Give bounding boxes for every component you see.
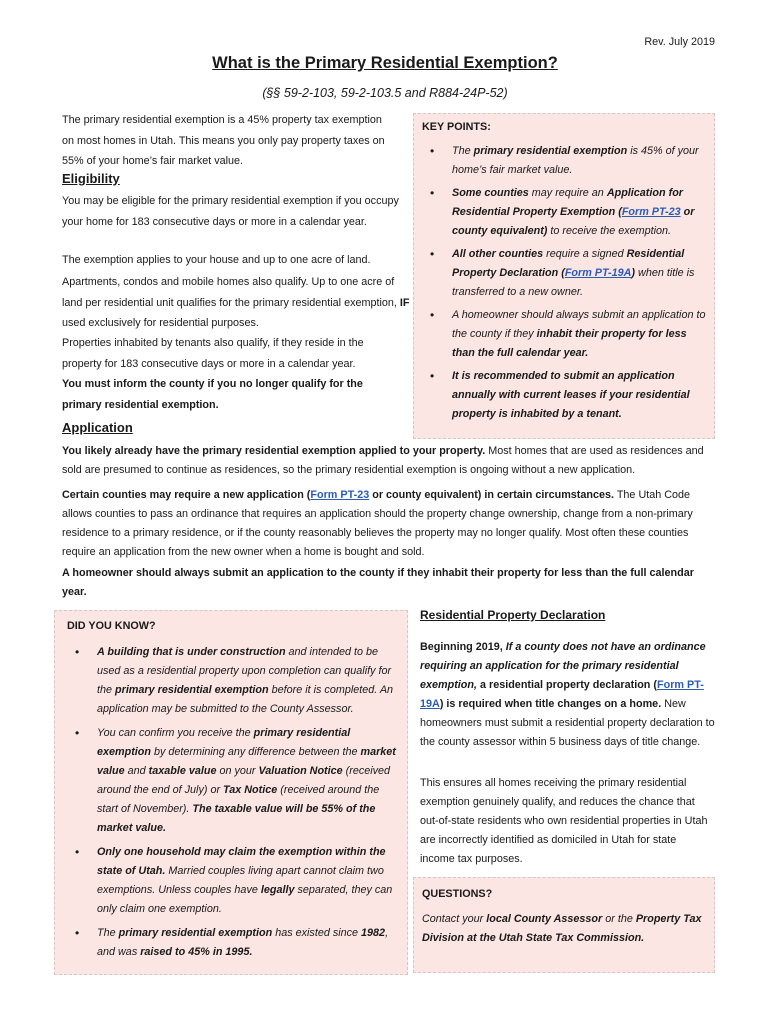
text: ) [631, 267, 636, 279]
text: on your [216, 765, 259, 777]
text: All other counties [452, 248, 544, 260]
text: local County Assessor [486, 913, 603, 925]
questions-heading: QUESTIONS? [422, 888, 493, 900]
did-you-know-heading: DID YOU KNOW? [67, 620, 156, 632]
text: Contact your [422, 913, 487, 925]
did-you-know-list [67, 643, 399, 962]
text: taxable value [148, 765, 217, 777]
text: inhabit their property for less than the full calendar year. [452, 328, 687, 359]
text: Valuation Notice [258, 765, 343, 777]
text: by determining any difference between the [151, 746, 361, 758]
text: used exclusively for residential purposes. [62, 317, 259, 329]
intro-line: on most homes in Utah. This means you only pay property taxes on [62, 134, 385, 147]
text: Beginning 2019, [420, 641, 506, 653]
text: primary residential exemption [115, 684, 269, 696]
list-item [422, 245, 706, 302]
questions-text [422, 910, 706, 948]
text: require a signed [543, 248, 627, 260]
text: is 45% of your home’s fair market value. [452, 145, 699, 176]
text: Most homes that are used as residences and sold are presumed to continue as residences, so the primary residential exemption is ongoing without a new application. [62, 445, 704, 476]
text: Tax Notice [223, 784, 278, 796]
intro-line: The primary residential exemption is a 45% property tax exemption [62, 114, 382, 126]
text: The Utah Code allows counties to pass an ordinance that requires an application should the property change ownership, change from a non-primary residence to a primary residence, or if the county reasonably believes the property may no longer qualify. Most often these counties require an application from the new owner when a home is bought and sold. [62, 489, 693, 558]
list-item [422, 142, 706, 180]
text: The [97, 927, 119, 939]
text: separated, they can only claim one exemption. [97, 884, 393, 915]
text: a residential property declaration ( [477, 679, 657, 691]
text: Property Tax Division at the Utah State Tax Commission. [422, 913, 702, 944]
text: ( [615, 206, 622, 218]
page-title: What is the Primary Residential Exemption? [212, 54, 558, 72]
text: It is recommended to submit an application annually with current leases if your residential property is inhabited by a tenant. [452, 370, 690, 420]
form-pt-23-link[interactable]: Form PT-23 [621, 206, 681, 218]
text: A homeowner should always submit an application to the county if they inhabit their property for less than the full calendar year. [62, 567, 694, 598]
text: (received around the start of November). [97, 784, 380, 815]
questions-box [413, 877, 715, 973]
text: primary residential exemption [118, 927, 273, 939]
list-item [67, 643, 399, 719]
list-item [422, 184, 706, 241]
eligibility-p4: Properties inhabited by tenants also qualify, if they reside in the property for 183 consecutive days or more in a calendar year. [62, 337, 364, 370]
text: legally [260, 884, 295, 896]
revision-date: Rev. July 2019 [644, 36, 715, 48]
form-pt-19a-link[interactable]: Form PT-19A [564, 267, 632, 279]
text: ) is required when title changes on a home. [439, 698, 662, 710]
key-points-box [413, 113, 715, 439]
text: before it is completed. An application may be submitted to the County Assessor. [97, 684, 394, 715]
text: Only one household may claim the exemption within the state of Utah. [97, 846, 386, 877]
eligibility-p5 [62, 374, 392, 415]
list-item [422, 306, 706, 363]
key-points-heading: KEY POINTS: [422, 121, 491, 133]
text: may require an [528, 187, 607, 199]
text: or county equivalent) [452, 206, 695, 237]
text: New homeowners must submit a residential property declaration to the county assessor within 5 business days of title change. [420, 698, 715, 748]
form-pt-23-link[interactable]: Form PT-23 [310, 489, 370, 501]
text: , and was [97, 927, 389, 958]
intro-line: 55% of your home’s fair market value. [62, 155, 244, 167]
list-item [67, 724, 399, 838]
text: or county equivalent) in certain circumstances. [369, 489, 615, 501]
text: Apartments, condos and mobile homes also qualify. Up to one acre of land per residential unit qualifies for the primary residential exemption, [62, 276, 400, 309]
text: and [124, 765, 149, 777]
list-item [422, 367, 706, 424]
text: and intended to be used as a residential property upon completion can qualify for the [97, 646, 392, 696]
text: has existed since [272, 927, 362, 939]
key-points-list [422, 142, 706, 424]
declaration-heading: Residential Property Declaration [420, 608, 606, 622]
text: (received around the end of July) or [97, 765, 391, 796]
text: Residential Property Declaration [452, 248, 685, 279]
text: or the [602, 913, 636, 925]
eligibility-p3 [62, 272, 412, 334]
eligibility-p1: You may be eligible for the primary residential exemption if you occupy your home for 183 consecutive days or more in a calendar year. [62, 195, 399, 228]
text: Certain counties may require a new application ( [62, 489, 311, 501]
text: A building that is under construction [97, 646, 286, 658]
text: If a county does not have an ordinance requiring an application for the primary residential exemption, [420, 641, 706, 691]
list-item [67, 843, 399, 919]
text: You can confirm you receive the [97, 727, 254, 739]
list-item [67, 924, 399, 962]
text: primary residential exemption [473, 145, 628, 157]
text: A homeowner should always submit an application to the county if they [452, 309, 706, 340]
text: The taxable value will be 55% of the market value. [97, 803, 376, 834]
application-heading: Application [62, 420, 133, 435]
did-you-know-box [54, 610, 408, 975]
eligibility-p2: The exemption applies to your house and up to one acre of land. [62, 254, 371, 266]
statute-reference: (§§ 59-2-103, 59-2-103.5 and R884-24P-52) [262, 86, 508, 100]
application-p3 [62, 564, 718, 602]
declaration-p1 [420, 638, 718, 752]
text: Application for Residential Property Exemption [452, 187, 683, 218]
intro-paragraph [62, 110, 414, 172]
text: Some counties [452, 187, 529, 199]
text: Married couples living apart cannot claim two exemptions. Unless couples have [97, 865, 384, 896]
text: to receive the exemption. [547, 225, 672, 237]
text: 1982 [361, 927, 386, 939]
form-pt-19a-link[interactable]: Form PT-19A [420, 679, 704, 710]
text: primary residential exemption [97, 727, 351, 758]
text: when title is transferred to a new owner. [452, 267, 695, 298]
application-p1 [62, 442, 718, 480]
eligibility-heading: Eligibility [62, 171, 120, 186]
text: The [452, 145, 474, 157]
text: raised to 45% in 1995. [140, 946, 253, 958]
text: IF [399, 296, 410, 309]
text: You must inform the county if you no longer qualify for the primary residential exemption. [62, 378, 363, 411]
text: ( [558, 267, 565, 279]
text: You likely already have the primary residential exemption applied to your property. [62, 445, 486, 457]
declaration-p2: This ensures all homes receiving the primary residential exemption genuinely qualify, and reduces the chance that out-of-state residents who own residential properties in Utah are incorrectly identified as domiciled in Utah for state income tax purposes. [420, 777, 708, 865]
text: market value [97, 746, 396, 777]
application-p2 [62, 486, 718, 562]
